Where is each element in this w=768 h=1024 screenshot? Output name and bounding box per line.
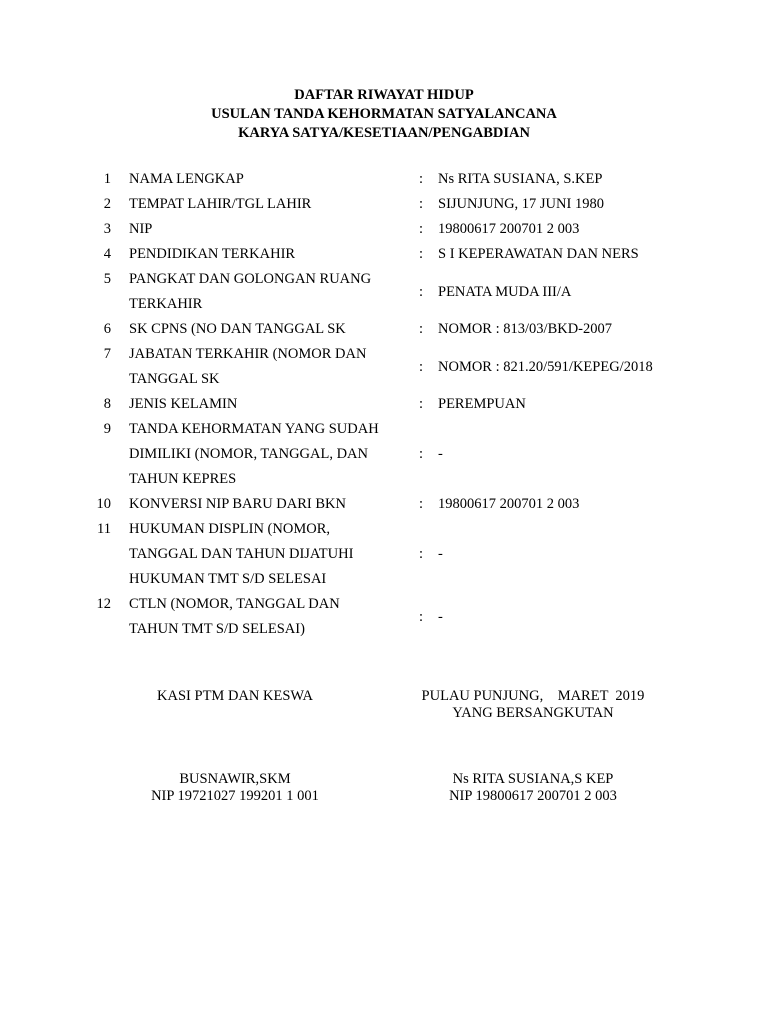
left-signature-name-block [120, 771, 350, 805]
title-line-1: DAFTAR RIWAYAT HIDUP [294, 87, 474, 103]
row-number: 8 [103, 396, 111, 412]
row-separator: : [419, 171, 424, 187]
row-label-line: JENIS KELAMIN [129, 396, 238, 412]
biodata-row [0, 317, 768, 342]
row-label-line: JABATAN TERKAHIR (NOMOR DAN [129, 346, 367, 362]
biodata-row [0, 217, 768, 242]
right-signatory-title: YANG BERSANGKUTAN [452, 705, 614, 721]
row-number: 10 [96, 496, 111, 512]
title-line-3: KARYA SATYA/KESETIAAN/PENGABDIAN [238, 125, 530, 141]
row-number: 2 [103, 196, 111, 212]
right-signature-block [398, 688, 668, 722]
right-signature-name-block [398, 771, 668, 805]
row-number: 1 [103, 171, 111, 187]
row-number: 12 [96, 596, 111, 612]
row-label-line: TANDA KEHORMATAN YANG SUDAH [129, 421, 379, 437]
row-separator: : [419, 546, 424, 562]
row-label-line: HUKUMAN TMT S/D SELESAI [129, 571, 327, 587]
left-signatory-name: BUSNAWIR,SKM [179, 771, 291, 787]
row-label-line: HUKUMAN DISPLIN (NOMOR, [129, 521, 330, 537]
row-label [129, 417, 409, 492]
row-value: PEREMPUAN [438, 396, 526, 412]
row-number: 11 [97, 521, 111, 537]
row-label [129, 242, 409, 267]
row-number: 4 [103, 246, 111, 262]
row-number: 7 [103, 346, 111, 362]
row-label-line: TEMPAT LAHIR/TGL LAHIR [129, 196, 312, 212]
row-value: NOMOR : 821.20/591/KEPEG/2018 [438, 358, 653, 375]
row-value: - [438, 446, 443, 462]
row-separator: : [419, 221, 424, 237]
row-separator: : [419, 246, 424, 262]
row-separator: : [419, 608, 424, 625]
biodata-row [0, 592, 768, 642]
row-label-line: KONVERSI NIP BARU DARI BKN [129, 496, 346, 512]
biodata-row [0, 517, 768, 592]
row-value: NOMOR : 813/03/BKD-2007 [438, 321, 613, 337]
right-signatory-nip: NIP 19800617 200701 2 003 [449, 788, 617, 804]
row-value: - [438, 608, 443, 625]
right-place-date: PULAU PUNJUNG, MARET 2019 [421, 688, 645, 704]
biodata-row [0, 267, 768, 317]
row-label [129, 192, 409, 217]
right-signatory-name: Ns RITA SUSIANA,S KEP [452, 771, 614, 787]
row-label-line: TAHUN TMT S/D SELESAI) [129, 621, 305, 637]
row-label [129, 267, 409, 317]
row-label [129, 592, 409, 642]
row-label-line: CTLN (NOMOR, TANGGAL DAN [129, 596, 340, 612]
biodata-row [0, 342, 768, 392]
row-label-line: DIMILIKI (NOMOR, TANGGAL, DAN [129, 446, 369, 462]
row-label [129, 342, 409, 392]
biodata-row [0, 242, 768, 267]
row-label-line: PENDIDIKAN TERKAHIR [129, 246, 296, 262]
row-label-line: SK CPNS (NO DAN TANGGAL SK [129, 321, 346, 337]
row-separator: : [419, 321, 424, 337]
left-signatory-title: KASI PTM DAN KESWA [157, 688, 313, 704]
row-label [129, 317, 409, 342]
row-value: S I KEPERAWATAN DAN NERS [438, 246, 639, 262]
row-value: PENATA MUDA III/A [438, 283, 572, 300]
row-number: 9 [103, 421, 111, 437]
row-separator: : [419, 283, 424, 300]
biodata-row [0, 192, 768, 217]
row-separator: : [419, 196, 424, 212]
document-title [0, 86, 768, 143]
row-label-line: TAHUN KEPRES [129, 471, 237, 487]
row-label [129, 167, 409, 192]
title-line-2: USULAN TANDA KEHORMATAN SATYALANCANA [211, 106, 557, 122]
row-label [129, 517, 409, 592]
row-number: 3 [103, 221, 111, 237]
left-signatory-nip: NIP 19721027 199201 1 001 [151, 788, 319, 804]
row-label-line: TERKAHIR [129, 296, 203, 312]
row-value: Ns RITA SUSIANA, S.KEP [438, 171, 603, 187]
row-separator: : [419, 396, 424, 412]
row-label-line: NAMA LENGKAP [129, 171, 244, 187]
row-label-line: PANGKAT DAN GOLONGAN RUANG [129, 271, 372, 287]
row-label-line: NIP [129, 221, 153, 237]
biodata-row [0, 167, 768, 192]
biodata-row [0, 417, 768, 492]
row-label-line: TANGGAL SK [129, 371, 220, 387]
row-separator: : [419, 496, 424, 512]
row-number: 5 [103, 271, 111, 287]
row-label [129, 217, 409, 242]
left-signature-block [120, 688, 350, 705]
row-number: 6 [103, 321, 111, 337]
row-value: - [438, 546, 443, 562]
row-value: SIJUNJUNG, 17 JUNI 1980 [438, 196, 604, 212]
row-label [129, 492, 409, 517]
row-value: 19800617 200701 2 003 [438, 496, 580, 512]
row-separator: : [419, 446, 424, 462]
row-label [129, 392, 409, 417]
biodata-row [0, 492, 768, 517]
row-value: 19800617 200701 2 003 [438, 221, 580, 237]
row-separator: : [419, 358, 424, 375]
row-label-line: TANGGAL DAN TAHUN DIJATUHI [129, 546, 354, 562]
biodata-row [0, 392, 768, 417]
